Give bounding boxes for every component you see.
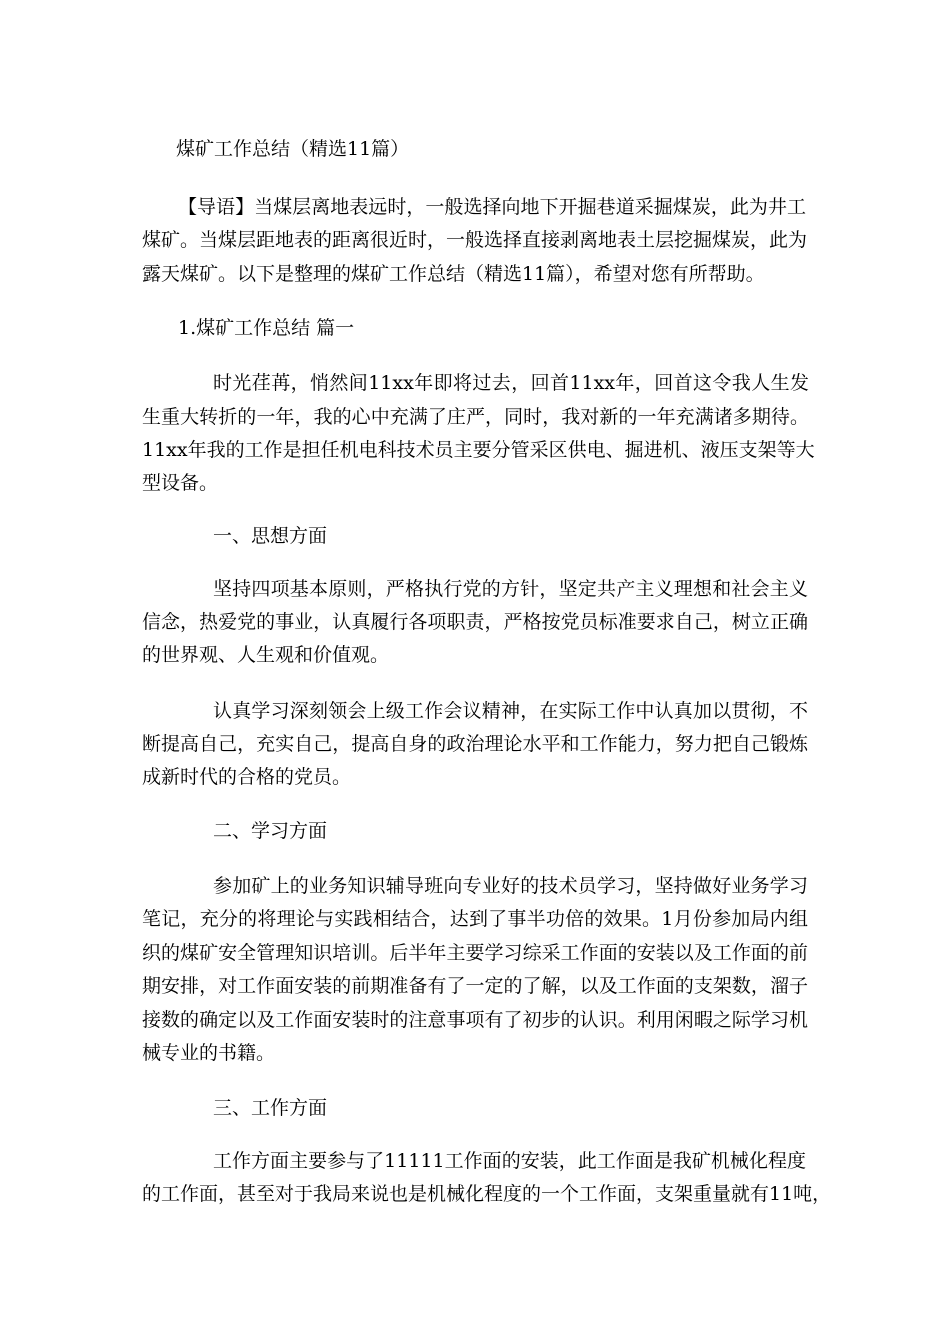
section-title: 1.煤矿工作总结 篇一 (178, 317, 355, 339)
paragraph-line: 成新时代的合格的党员。 (142, 766, 352, 788)
paragraph-line: 笔记，充分的将理论与实践相结合，达到了事半功倍的效果。1月份参加局内组 (142, 908, 808, 930)
paragraph-line: 工作方面主要参与了11111工作面的安装，此工作面是我矿机械化程度 (213, 1150, 806, 1172)
intro-line: 露天煤矿。以下是整理的煤矿工作总结（精选11篇），希望对您有所帮助。 (142, 263, 765, 285)
paragraph-line: 生重大转折的一年，我的心中充满了庄严，同时，我对新的一年充满诸多期待。 (142, 406, 809, 428)
paragraph-line: 认真学习深刻领会上级工作会议精神，在实际工作中认真加以贯彻，不 (213, 700, 808, 722)
section-heading: 一、思想方面 (213, 525, 328, 547)
paragraph-line: 械专业的书籍。 (142, 1042, 276, 1064)
paragraph-line: 期安排，对工作面安装的前期准备有了一定的了解，以及工作面的支架数，溜子 (142, 975, 808, 997)
intro-line: 煤矿。当煤层距地表的距离很近时，一般选择直接剥离地表土层挖掘煤炭，此为 (142, 229, 808, 251)
paragraph-line: 坚持四项基本原则，严格执行党的方针，坚定共产主义理想和社会主义 (213, 578, 808, 600)
paragraph-line: 11xx年我的工作是担任机电科技术员主要分管采区供电、掘进机、液压支架等大 (142, 439, 815, 461)
paragraph-line: 型设备。 (142, 472, 219, 494)
section-heading: 三、工作方面 (213, 1097, 328, 1119)
paragraph-line: 断提高自己，充实自己，提高自身的政治理论水平和工作能力，努力把自己锻炼 (142, 733, 808, 755)
paragraph-line: 信念，热爱党的事业，认真履行各项职责，严格按党员标准要求自己，树立正确 (142, 611, 808, 633)
section-heading: 二、学习方面 (213, 820, 328, 842)
paragraph-line: 时光荏苒，悄然间11xx年即将过去，回首11xx年，回首这令我人生发 (213, 372, 809, 394)
paragraph-line: 参加矿上的业务知识辅导班向专业好的技术员学习，坚持做好业务学习 (213, 875, 808, 897)
paragraph-line: 的世界观、人生观和价值观。 (142, 644, 390, 666)
paragraph-line: 的工作面，甚至对于我局来说也是机械化程度的一个工作面，支架重量就有11吨， (142, 1183, 832, 1205)
document-title: 煤矿工作总结（精选11篇） (176, 138, 410, 160)
paragraph-line: 织的煤矿安全管理知识培训。后半年主要学习综采工作面的安装以及工作面的前 (142, 942, 808, 964)
intro-line: 【导语】当煤层离地表远时，一般选择向地下开掘巷道采掘煤炭，此为井工 (178, 196, 806, 218)
paragraph-line: 接数的确定以及工作面安装时的注意事项有了初步的认识。利用闲暇之际学习机 (142, 1009, 808, 1031)
